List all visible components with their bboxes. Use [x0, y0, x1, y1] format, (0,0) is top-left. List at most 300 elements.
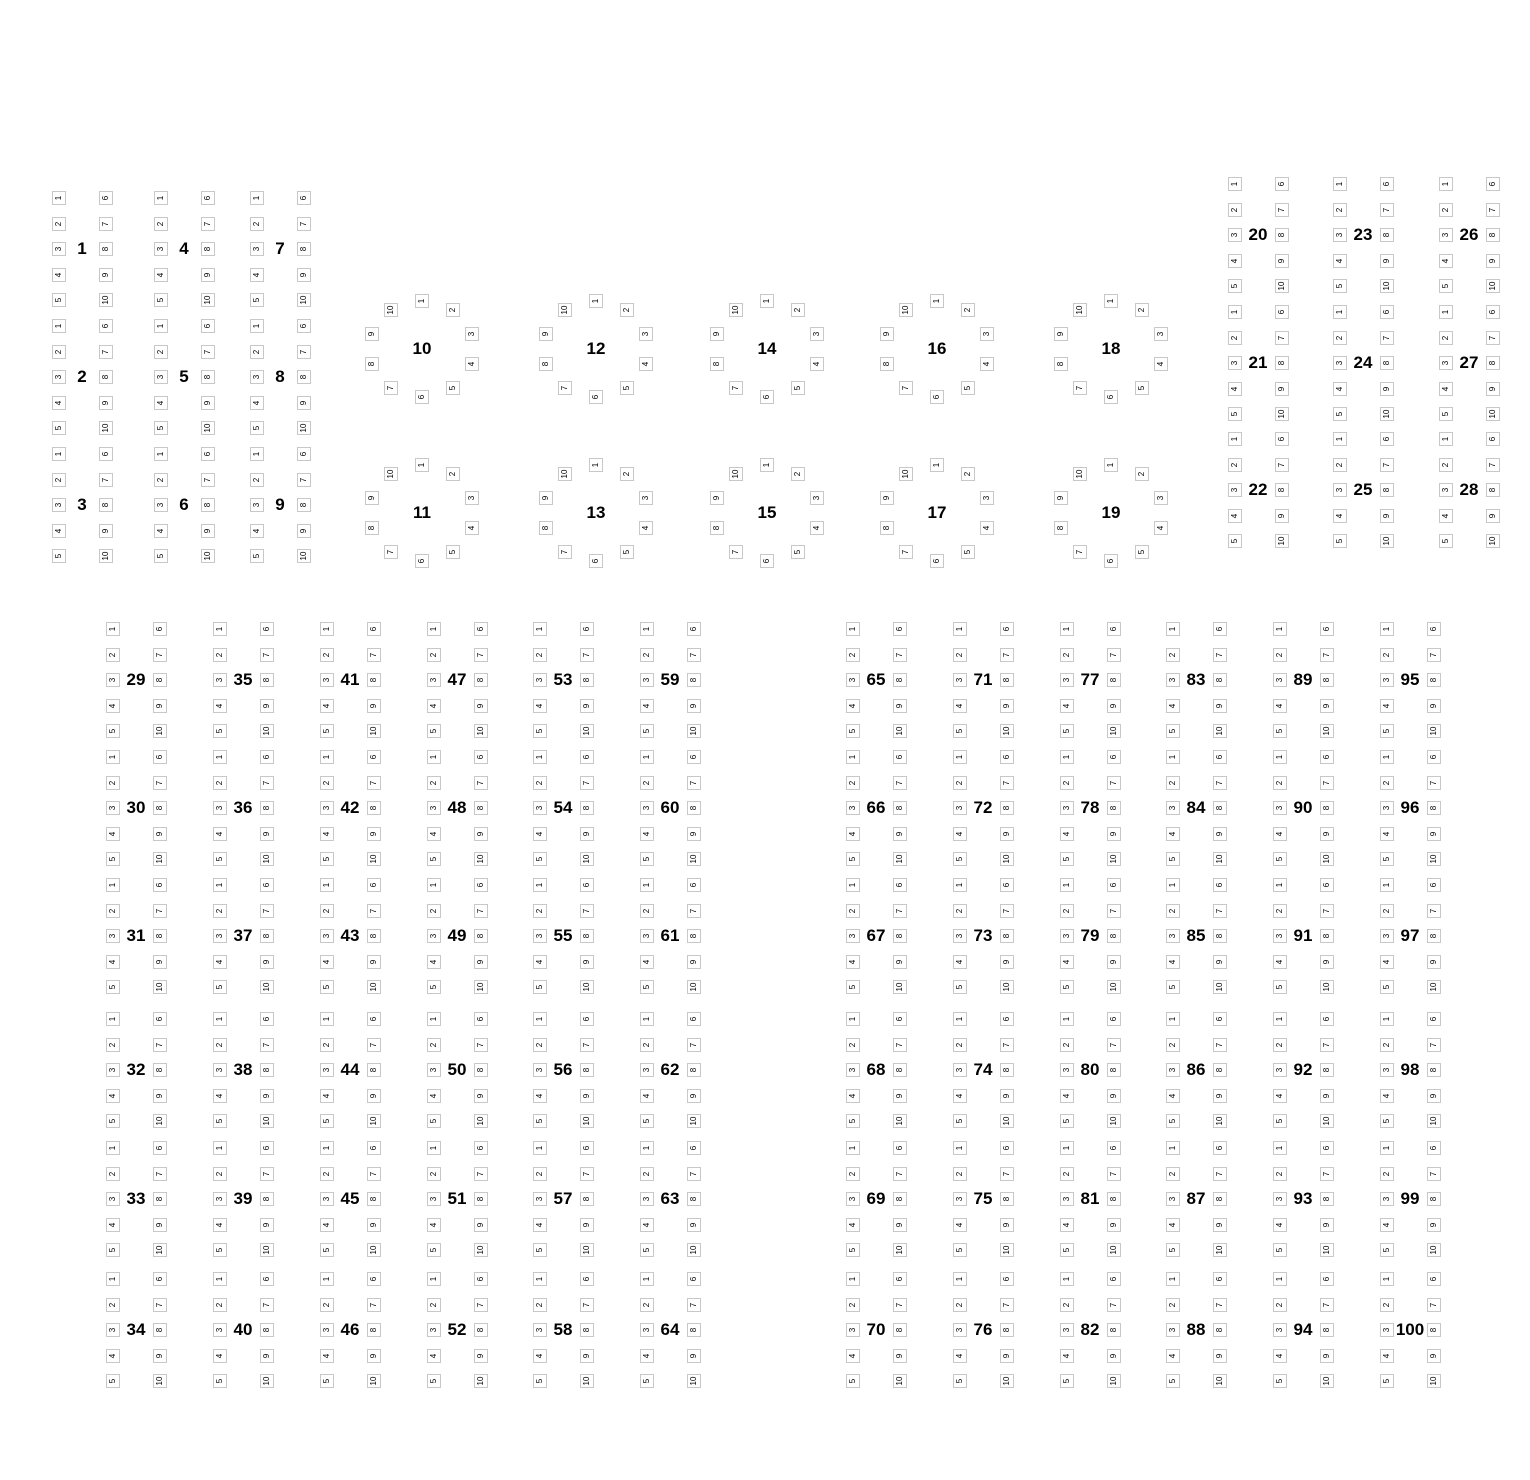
graph-node — [1000, 750, 1014, 764]
graph-node-label: 3 — [1155, 331, 1165, 337]
graph-node — [893, 750, 907, 764]
graph-node — [1427, 1192, 1441, 1206]
graph-node — [250, 191, 264, 205]
graph-node — [1486, 305, 1500, 319]
graph-node — [320, 1167, 334, 1181]
graph-node — [367, 673, 381, 687]
graph-node — [474, 1063, 488, 1077]
graph-node-label: 5 — [641, 1247, 651, 1253]
motif-index-label: 97 — [1400, 926, 1420, 945]
graph-node — [260, 1141, 274, 1155]
graph-node-label: 2 — [954, 908, 964, 913]
graph-node — [846, 1298, 860, 1312]
graph-node — [533, 1038, 547, 1052]
graph-node-label: 4 — [107, 831, 117, 836]
graph-node-label: 5 — [321, 1118, 331, 1124]
graph-node-label: 10 — [368, 1116, 378, 1126]
graph-node — [474, 622, 488, 636]
graph-node — [640, 673, 654, 687]
graph-node-label: 4 — [321, 831, 331, 836]
graph-node-label: 9 — [1214, 1093, 1224, 1098]
graph-node-label: 7 — [475, 1042, 485, 1047]
graph-node — [1320, 929, 1334, 943]
graph-node-label: 8 — [581, 1067, 591, 1073]
graph-node — [320, 1243, 334, 1257]
graph-node — [154, 319, 168, 333]
graph-node — [1107, 1298, 1121, 1312]
graph-node — [846, 878, 860, 892]
graph-node-label: 5 — [1167, 1118, 1177, 1124]
graph-node-label: 2 — [1381, 1042, 1391, 1047]
graph-node — [201, 242, 215, 256]
graph-node-label: 6 — [298, 451, 308, 457]
graph-node-label: 6 — [100, 323, 110, 329]
graph-node — [893, 852, 907, 866]
graph-node — [474, 801, 488, 815]
graph-node-label: 8 — [688, 933, 698, 939]
graph-node — [1380, 801, 1394, 815]
graph-node-label: 8 — [368, 805, 378, 811]
graph-node — [213, 955, 227, 969]
graph-node-label: 5 — [534, 1118, 544, 1124]
motif-index-label: 39 — [233, 1189, 253, 1208]
graph-node-label: 4 — [1381, 959, 1391, 964]
graph-node — [846, 622, 860, 636]
graph-node — [1000, 801, 1014, 815]
graph-node-label: 7 — [368, 908, 378, 913]
graph-node — [1213, 929, 1227, 943]
motif-index-label: 34 — [126, 1320, 146, 1339]
graph-node-label: 4 — [1334, 258, 1344, 263]
graph-node-label: 8 — [475, 1067, 485, 1073]
graph-node-label: 10 — [1321, 1245, 1331, 1255]
graph-node — [1228, 483, 1242, 497]
graph-node-label: 2 — [53, 477, 63, 482]
graph-node — [1107, 878, 1121, 892]
graph-node-label: 6 — [932, 558, 941, 564]
graph-node — [260, 1243, 274, 1257]
graph-node — [1320, 955, 1334, 969]
graph-node-label: 5 — [954, 1247, 964, 1253]
graph-node — [427, 1218, 441, 1232]
graph-node-label: 7 — [1428, 780, 1438, 785]
graph-node-label: 2 — [1167, 1042, 1177, 1047]
graph-node-label: 4 — [534, 959, 544, 964]
graph-node-label: 1 — [534, 754, 544, 760]
graph-node — [1380, 878, 1394, 892]
graph-node — [533, 878, 547, 892]
graph-node-label: 1 — [954, 626, 964, 632]
graph-node-label: 8 — [1001, 805, 1011, 811]
graph-node — [1273, 1063, 1287, 1077]
graph-node-label: 5 — [534, 984, 544, 990]
graph-node-label: 1 — [1061, 882, 1071, 888]
graph-node — [533, 980, 547, 994]
graph-node — [846, 1012, 860, 1026]
graph-node-label: 8 — [1276, 232, 1286, 238]
graph-node-label: 4 — [981, 361, 991, 367]
graph-node — [1000, 776, 1014, 790]
graph-node — [846, 673, 860, 687]
graph-node-label: 5 — [534, 1247, 544, 1253]
graph-node — [846, 1323, 860, 1337]
graph-node-label: 6 — [417, 394, 426, 400]
graph-node-label: 2 — [1061, 908, 1071, 913]
graph-node — [893, 1298, 907, 1312]
graph-node-label: 10 — [1001, 1376, 1011, 1386]
graph-node-label: 4 — [1061, 1222, 1071, 1227]
graph-node-label: 3 — [641, 677, 651, 683]
graph-node — [1320, 1323, 1334, 1337]
motif-index-label: 99 — [1400, 1189, 1420, 1208]
graph-node — [320, 1218, 334, 1232]
graph-node — [1333, 356, 1347, 370]
graph-node-label: 7 — [581, 1171, 591, 1176]
graph-node — [687, 955, 701, 969]
graph-node — [1320, 1012, 1334, 1026]
graph-node-label: 4 — [214, 959, 224, 964]
graph-node — [153, 852, 167, 866]
graph-node — [106, 1298, 120, 1312]
graph-node — [260, 622, 274, 636]
graph-node — [260, 878, 274, 892]
graph-node-label: 6 — [417, 558, 426, 564]
graph-node-label: 9 — [1381, 513, 1391, 518]
graph-node-label: 4 — [640, 361, 650, 367]
graph-node-label: 10 — [298, 295, 308, 305]
graph-node-label: 3 — [1061, 677, 1071, 683]
graph-node-label: 2 — [321, 1042, 331, 1047]
graph-node-label: 10 — [1276, 281, 1286, 291]
graph-node-label: 10 — [368, 726, 378, 736]
graph-node — [1380, 1349, 1394, 1363]
graph-node-label: 5 — [847, 984, 857, 990]
graph-node-label: 6 — [261, 626, 271, 632]
graph-node-label: 3 — [534, 1196, 544, 1202]
graph-node — [153, 1114, 167, 1128]
graph-node — [153, 1167, 167, 1181]
graph-node-label: 3 — [981, 331, 991, 337]
graph-node — [953, 1114, 967, 1128]
graph-node — [810, 357, 824, 371]
graph-node — [446, 467, 460, 481]
graph-node-label: 5 — [954, 1118, 964, 1124]
graph-node — [1060, 955, 1074, 969]
graph-node — [297, 421, 311, 435]
graph-node — [1135, 467, 1149, 481]
graph-node-label: 4 — [1061, 959, 1071, 964]
graph-node-label: 4 — [1167, 703, 1177, 708]
graph-node — [533, 648, 547, 662]
graph-node — [153, 904, 167, 918]
graph-node-label: 7 — [901, 549, 911, 555]
graph-node — [953, 852, 967, 866]
graph-node-label: 9 — [368, 703, 378, 708]
graph-node-label: 4 — [1155, 525, 1165, 531]
graph-node — [474, 929, 488, 943]
graph-node — [465, 357, 479, 371]
graph-node — [1166, 1141, 1180, 1155]
motif-index-label: 82 — [1080, 1320, 1100, 1339]
graph-node — [846, 1272, 860, 1286]
graph-node-label: 8 — [688, 677, 698, 683]
graph-node — [427, 750, 441, 764]
graph-node — [1000, 699, 1014, 713]
graph-node — [1000, 955, 1014, 969]
graph-node-label: 5 — [321, 728, 331, 734]
graph-node — [106, 776, 120, 790]
graph-node-label: 5 — [155, 297, 165, 303]
graph-node-label: 10 — [1428, 1245, 1438, 1255]
graph-node — [213, 1192, 227, 1206]
graph-node-label: 10 — [894, 982, 904, 992]
graph-node-label: 1 — [155, 323, 165, 329]
graph-node — [154, 549, 168, 563]
graph-node-label: 5 — [214, 1378, 224, 1384]
graph-node — [846, 801, 860, 815]
graph-node-label: 8 — [367, 361, 377, 367]
graph-node-label: 1 — [1440, 309, 1450, 315]
graph-node — [1213, 1243, 1227, 1257]
graph-node — [474, 1272, 488, 1286]
graph-node — [1166, 852, 1180, 866]
graph-node — [580, 980, 594, 994]
graph-node-label: 1 — [1061, 1016, 1071, 1022]
graph-node — [580, 827, 594, 841]
graph-node — [687, 1141, 701, 1155]
motif-index-label: 40 — [233, 1320, 253, 1339]
graph-node — [580, 1038, 594, 1052]
graph-node — [961, 303, 975, 317]
graph-node-label: 7 — [1428, 908, 1438, 913]
graph-node-label: 7 — [894, 780, 904, 785]
graph-node-label: 3 — [1274, 1196, 1284, 1202]
graph-node-label: 2 — [1167, 1171, 1177, 1176]
graph-node — [1380, 382, 1394, 396]
graph-node — [201, 217, 215, 231]
graph-node-label: 4 — [1440, 258, 1450, 263]
graph-node — [980, 491, 994, 505]
graph-node — [639, 327, 653, 341]
graph-node — [1427, 750, 1441, 764]
graph-node — [1275, 534, 1289, 548]
graph-node-label: 3 — [214, 1327, 224, 1333]
graph-node-label: 9 — [894, 1353, 904, 1358]
graph-node-label: 2 — [1061, 1302, 1071, 1307]
graph-node — [1380, 509, 1394, 523]
graph-node — [1273, 1272, 1287, 1286]
graph-node — [1333, 382, 1347, 396]
graph-node — [1060, 1272, 1074, 1286]
graph-node-label: 2 — [1136, 307, 1146, 313]
graph-node-label: 7 — [368, 1042, 378, 1047]
graph-node-label: 1 — [641, 626, 651, 632]
graph-node — [474, 904, 488, 918]
graph-node — [106, 852, 120, 866]
graph-node-label: 5 — [1274, 728, 1284, 734]
graph-node — [1213, 1192, 1227, 1206]
graph-node-label: 10 — [475, 726, 485, 736]
graph-node — [1166, 776, 1180, 790]
graph-node-label: 2 — [107, 1171, 117, 1176]
graph-node-label: 4 — [641, 1222, 651, 1227]
graph-node — [297, 242, 311, 256]
graph-node-label: 10 — [894, 726, 904, 736]
graph-node — [533, 1298, 547, 1312]
graph-node-label: 8 — [154, 933, 164, 939]
graph-node-label: 2 — [954, 780, 964, 785]
graph-node — [1380, 1192, 1394, 1206]
graph-node — [106, 1114, 120, 1128]
graph-node — [533, 1063, 547, 1077]
graph-node — [1486, 279, 1500, 293]
graph-node-label: 3 — [321, 805, 331, 811]
graph-node-label: 5 — [1381, 1378, 1391, 1384]
graph-node — [1107, 801, 1121, 815]
graph-node — [1273, 750, 1287, 764]
graph-node-label: 1 — [1334, 181, 1344, 187]
graph-node-label: 5 — [107, 728, 117, 734]
graph-node-label: 7 — [1381, 462, 1391, 467]
graph-node-label: 2 — [534, 652, 544, 657]
graph-node — [1073, 303, 1087, 317]
graph-node — [365, 491, 379, 505]
graph-node — [1320, 1167, 1334, 1181]
motif-index-label: 9 — [275, 495, 285, 514]
graph-node — [1060, 750, 1074, 764]
graph-node — [710, 491, 724, 505]
graph-node-label: 5 — [428, 984, 438, 990]
graph-node — [1380, 254, 1394, 268]
graph-node — [367, 929, 381, 943]
graph-node-label: 9 — [202, 272, 212, 277]
graph-node — [260, 750, 274, 764]
graph-node — [201, 191, 215, 205]
graph-node — [1213, 1218, 1227, 1232]
graph-node — [1107, 827, 1121, 841]
graph-node — [367, 980, 381, 994]
graph-node — [213, 648, 227, 662]
graph-node — [213, 1374, 227, 1388]
graph-node-label: 2 — [1229, 335, 1239, 340]
motif-index-label: 74 — [973, 1060, 993, 1079]
graph-node — [154, 345, 168, 359]
graph-node-label: 2 — [962, 471, 972, 477]
graph-node-label: 8 — [541, 361, 551, 367]
graph-node — [427, 622, 441, 636]
graph-node — [52, 473, 66, 487]
graph-node-label: 4 — [321, 1222, 331, 1227]
graph-node — [250, 498, 264, 512]
graph-node — [580, 1063, 594, 1077]
graph-node-label: 6 — [368, 1016, 378, 1022]
motif-index-label: 62 — [660, 1060, 680, 1079]
graph-node-label: 7 — [688, 652, 698, 657]
graph-node — [640, 904, 654, 918]
graph-node — [201, 549, 215, 563]
graph-node-label: 5 — [954, 984, 964, 990]
graph-node — [1213, 878, 1227, 892]
graph-node — [427, 1349, 441, 1363]
graph-node-label: 2 — [428, 1302, 438, 1307]
graph-node — [320, 1323, 334, 1337]
graph-node — [365, 521, 379, 535]
graph-node — [1380, 648, 1394, 662]
graph-node-label: 9 — [1321, 1222, 1331, 1227]
graph-node — [1333, 305, 1347, 319]
graph-node-label: 9 — [1381, 258, 1391, 263]
graph-node — [899, 381, 913, 395]
graph-node-label: 9 — [1056, 495, 1066, 501]
graph-node-label: 9 — [100, 272, 110, 277]
graph-node-label: 7 — [688, 1171, 698, 1176]
graph-node-label: 7 — [475, 1171, 485, 1176]
graph-node — [1107, 776, 1121, 790]
graph-node-label: 4 — [1167, 1353, 1177, 1358]
graph-node-label: 5 — [155, 553, 165, 559]
graph-node — [1333, 279, 1347, 293]
graph-node — [1427, 1038, 1441, 1052]
graph-node — [201, 447, 215, 461]
graph-node-label: 8 — [1276, 360, 1286, 366]
graph-node — [427, 1243, 441, 1257]
graph-node-label: 5 — [251, 425, 261, 431]
graph-node-label: 5 — [251, 297, 261, 303]
graph-node-label: 6 — [1108, 626, 1118, 632]
graph-node — [367, 1089, 381, 1103]
graph-node — [1320, 1038, 1334, 1052]
graph-node — [1320, 1192, 1334, 1206]
graph-node-label: 10 — [261, 1116, 271, 1126]
graph-node-label: 4 — [1061, 1093, 1071, 1098]
motif-index-label: 51 — [447, 1189, 467, 1208]
graph-node-label: 2 — [1274, 1171, 1284, 1176]
graph-node — [1107, 1167, 1121, 1181]
graph-node-label: 1 — [1229, 181, 1239, 187]
graph-node-label: 2 — [1274, 652, 1284, 657]
graph-node — [729, 303, 743, 317]
motif-index-label: 86 — [1186, 1060, 1206, 1079]
graph-node-label: 4 — [53, 272, 63, 277]
graph-node-label: 9 — [1108, 703, 1118, 708]
graph-node — [893, 980, 907, 994]
graph-node-label: 5 — [1167, 1247, 1177, 1253]
graph-node-label: 6 — [154, 882, 164, 888]
graph-node-label: 7 — [298, 349, 308, 354]
graph-node — [1166, 1243, 1180, 1257]
graph-node-label: 1 — [214, 626, 224, 632]
graph-node — [580, 1218, 594, 1232]
graph-node-label: 7 — [560, 549, 570, 555]
graph-node — [1073, 467, 1087, 481]
graph-node-label: 4 — [1381, 831, 1391, 836]
graph-node-label: 10 — [1381, 409, 1391, 419]
graph-node-label: 2 — [214, 1302, 224, 1307]
graph-node-label: 10 — [560, 469, 570, 479]
graph-node — [99, 319, 113, 333]
graph-node — [260, 801, 274, 815]
graph-node — [533, 1374, 547, 1388]
graph-node-label: 10 — [1321, 982, 1331, 992]
motif-index-label: 37 — [233, 926, 253, 945]
graph-node — [1107, 955, 1121, 969]
graph-node-label: 9 — [581, 703, 591, 708]
graph-node — [106, 1141, 120, 1155]
graph-node — [640, 622, 654, 636]
graph-node — [1320, 1063, 1334, 1077]
graph-node-label: 8 — [154, 677, 164, 683]
graph-node — [893, 673, 907, 687]
